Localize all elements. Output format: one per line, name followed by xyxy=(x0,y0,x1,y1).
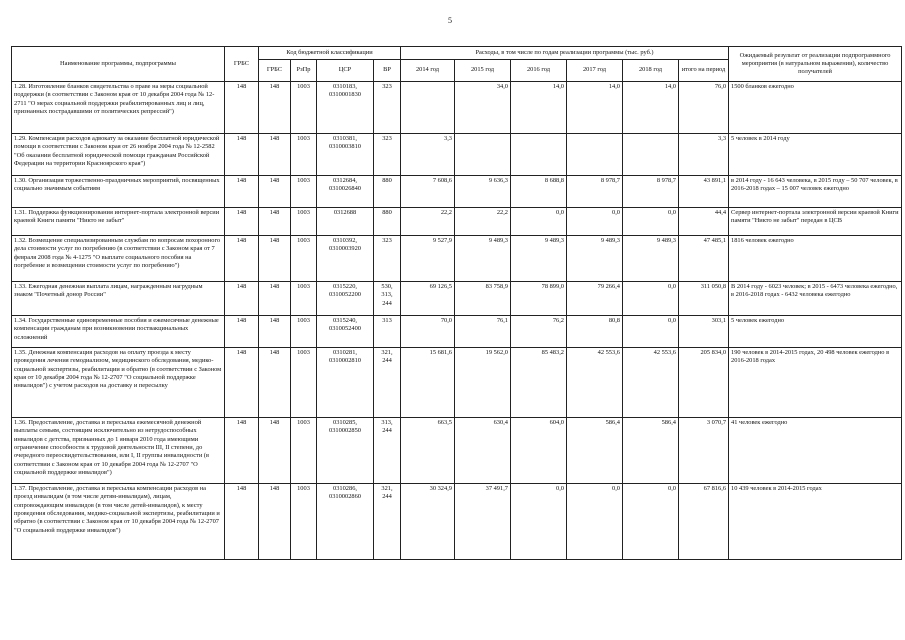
subheader: итого на период xyxy=(679,60,729,82)
cell-total: 43 891,1 xyxy=(679,176,729,208)
program-table xyxy=(11,46,902,560)
cell-grbs: 148 xyxy=(225,316,259,348)
cell-grbs: 148 xyxy=(225,348,259,418)
cell-y2015: 19 562,0 xyxy=(455,348,511,418)
cell-y2017: 8 978,7 xyxy=(567,176,623,208)
cell-grbs2: 148 xyxy=(259,418,291,484)
header-grbs: ГРБС xyxy=(225,47,259,82)
cell-result: в 2014 году - 16 643 человека, в 2015 году – 50 707 человек, в 2016-2018 годах – 15 007 человек ежегодно xyxy=(729,176,902,208)
cell-rzpr: 1003 xyxy=(291,282,317,316)
cell-y2017: 0,0 xyxy=(567,484,623,560)
table-row xyxy=(12,418,902,484)
cell-total: 205 834,0 xyxy=(679,348,729,418)
cell-y2015: 630,4 xyxy=(455,418,511,484)
cell-y2017: 80,8 xyxy=(567,316,623,348)
header-kbk: Код бюджетной классификации xyxy=(259,47,401,60)
cell-vr: 323 xyxy=(374,82,401,134)
cell-name: 1.28. Изготовление бланков свидетельства о праве на меры социальной поддержки (в соответствии с Законом края от 10 декабря 2004 года № 12-2711 "О мерах социальной поддержки реабилитированных лиц и лиц, признанных пострадавшими от политических репрессий") xyxy=(12,82,225,134)
cell-rzpr: 1003 xyxy=(291,348,317,418)
cell-total: 76,0 xyxy=(679,82,729,134)
cell-name: 1.36. Предоставление, доставка и пересылка ежемесячной денежной выплаты семьям, состоящим исключительно из нетрудоспособных инвалидов с детства, признанных до 1 января 2010 года имеющими ограничение способности к трудовой деятельности III, II степени, до очередного переосвидетельствования, или I, II группы инвалидности (в соответствии с Законом края от 10 декабря 2004 года № 12-2707 "О социальной поддержке инвалидов") xyxy=(12,418,225,484)
table-row xyxy=(12,236,902,282)
subheader: ВР xyxy=(374,60,401,82)
cell-grbs2: 148 xyxy=(259,348,291,418)
cell-vr: 323 xyxy=(374,134,401,176)
cell-vr: 323 xyxy=(374,236,401,282)
cell-total: 3 070,7 xyxy=(679,418,729,484)
cell-y2016: 0,0 xyxy=(511,208,567,236)
cell-grbs2: 148 xyxy=(259,484,291,560)
cell-y2014: 3,3 xyxy=(401,134,455,176)
cell-csr: 0310281, 0310002810 xyxy=(317,348,374,418)
cell-y2018: 0,0 xyxy=(623,282,679,316)
cell-name: 1.32. Возмещение специализированным службам по вопросам похоронного дела стоимости услуг по погребению (в соответствии с Законом края от 7 февраля 2008 года № 4-1275 "О выплате социального пособия на погребение и возмещении стоимости услуг по погребению") xyxy=(12,236,225,282)
cell-grbs: 148 xyxy=(225,208,259,236)
cell-result: 1816 человек ежегодно xyxy=(729,236,902,282)
cell-rzpr: 1003 xyxy=(291,484,317,560)
cell-csr: 0310286, 0310002860 xyxy=(317,484,374,560)
cell-total: 44,4 xyxy=(679,208,729,236)
cell-y2016: 604,0 xyxy=(511,418,567,484)
cell-total: 303,1 xyxy=(679,316,729,348)
cell-total: 47 485,1 xyxy=(679,236,729,282)
table-row xyxy=(12,176,902,208)
cell-y2017: 9 489,3 xyxy=(567,236,623,282)
subheader: 2016 год xyxy=(511,60,567,82)
cell-y2017: 586,4 xyxy=(567,418,623,484)
cell-rzpr: 1003 xyxy=(291,418,317,484)
cell-y2017: 0,0 xyxy=(567,208,623,236)
subheader: РзПр xyxy=(291,60,317,82)
cell-y2014: 663,5 xyxy=(401,418,455,484)
cell-y2015: 9 636,3 xyxy=(455,176,511,208)
cell-grbs: 148 xyxy=(225,176,259,208)
table-row xyxy=(12,348,902,418)
cell-result: В 2014 году - 6023 человек; в 2015 - 6473 человека ежегодно, в 2016-2018 годах - 6432 человека ежегодно xyxy=(729,282,902,316)
table-row xyxy=(12,316,902,348)
cell-y2018: 14,0 xyxy=(623,82,679,134)
cell-grbs2: 148 xyxy=(259,316,291,348)
subheader: 2014 год xyxy=(401,60,455,82)
cell-csr: 0315220, 0310052200 xyxy=(317,282,374,316)
cell-y2014: 9 527,9 xyxy=(401,236,455,282)
cell-y2018: 586,4 xyxy=(623,418,679,484)
subheader: 2017 год xyxy=(567,60,623,82)
cell-y2018: 0,0 xyxy=(623,316,679,348)
cell-y2014: 7 608,6 xyxy=(401,176,455,208)
cell-y2018: 0,0 xyxy=(623,484,679,560)
cell-grbs2: 148 xyxy=(259,208,291,236)
cell-y2015: 76,1 xyxy=(455,316,511,348)
cell-name: 1.31. Поддержка функционирования интернет-портала электронной версии краевой Книги памяти "Никто не забыт" xyxy=(12,208,225,236)
table-row xyxy=(12,484,902,560)
cell-vr: 321, 244 xyxy=(374,348,401,418)
cell-y2017: 14,0 xyxy=(567,82,623,134)
cell-rzpr: 1003 xyxy=(291,134,317,176)
cell-name: 1.29. Компенсация расходов адвокату за оказание бесплатной юридической помощи в соответствии с Законом края от 26 ноября 2004 года № 12-2582 "Об оказании бесплатной юридической помощи гражданам Российской Федерации на территории Красноярского края") xyxy=(12,134,225,176)
cell-y2018: 0,0 xyxy=(623,208,679,236)
cell-rzpr: 1003 xyxy=(291,236,317,282)
cell-rzpr: 1003 xyxy=(291,176,317,208)
cell-grbs: 148 xyxy=(225,82,259,134)
cell-grbs2: 148 xyxy=(259,176,291,208)
cell-y2014: 30 324,9 xyxy=(401,484,455,560)
cell-y2016: 8 688,8 xyxy=(511,176,567,208)
subheader: 2015 год xyxy=(455,60,511,82)
cell-rzpr: 1003 xyxy=(291,316,317,348)
cell-result: Сервер интернет-портала электронной версии краевой Книги памяти "Никто не забыт" передан в ЦСВ xyxy=(729,208,902,236)
cell-result: 5 человек ежегодно xyxy=(729,316,902,348)
cell-result: 10 439 человек в 2014-2015 годах xyxy=(729,484,902,560)
table-row xyxy=(12,282,902,316)
cell-result: 190 человек в 2014-2015 годах, 20 498 человек ежегодно в 2016-2018 годах xyxy=(729,348,902,418)
cell-csr: 0310285, 0310002850 xyxy=(317,418,374,484)
cell-grbs: 148 xyxy=(225,418,259,484)
cell-csr: 0310392, 0310003920 xyxy=(317,236,374,282)
cell-name: 1.35. Денежная компенсация расходов на оплату проезда к месту проведения лечения гемодиализом, медицинского обследования, медико-социальной экспертизы, реабилитации и обратно (в соответствии с Законом края от 10 декабря 2004 года № 12-2707 "О социальной поддержке инвалидов") с учетом расходов на доставку и пересылку xyxy=(12,348,225,418)
cell-grbs2: 148 xyxy=(259,282,291,316)
cell-name: 1.33. Ежегодная денежная выплата лицам, награжденным нагрудным знаком "Почетный донор России" xyxy=(12,282,225,316)
table-row xyxy=(12,208,902,236)
subheader: 2018 год xyxy=(623,60,679,82)
cell-grbs: 148 xyxy=(225,282,259,316)
header-result: Ожидаемый результат от реализации подпрограммного мероприятия (в натуральном выражении), количество получателей xyxy=(729,47,902,82)
cell-result: 41 человек ежегодно xyxy=(729,418,902,484)
cell-name: 1.37. Предоставление, доставка и пересылка компенсации расходов на проезд инвалидам (в том числе детям-инвалидам), лицам, сопровождающим инвалидов (в том числе детей-инвалидов), к месту проведения обследования, медико-социальной экспертизы, реабилитации и обратно (в соответствии с Законом края от 10 декабря 2004 года № 12-2707 "О социальной поддержке инвалидов") xyxy=(12,484,225,560)
cell-y2015: 22,2 xyxy=(455,208,511,236)
cell-vr: 313 xyxy=(374,316,401,348)
cell-rzpr: 1003 xyxy=(291,208,317,236)
subheader: ЦСР xyxy=(317,60,374,82)
cell-result: 1500 бланков ежегодно xyxy=(729,82,902,134)
cell-y2014: 70,0 xyxy=(401,316,455,348)
header-name: Наименование программы, подпрограммы xyxy=(12,47,225,82)
cell-y2016 xyxy=(511,134,567,176)
table-row xyxy=(12,82,902,134)
cell-result: 5 человек в 2014 году xyxy=(729,134,902,176)
cell-name: 1.30. Организация торжественно-праздничных мероприятий, посвященных социально значимым событиям xyxy=(12,176,225,208)
cell-y2017: 79 266,4 xyxy=(567,282,623,316)
header-expenses: Расходы, в том числе по годам реализации программы (тыс. руб.) xyxy=(401,47,729,60)
page-number: 5 xyxy=(448,16,452,25)
cell-y2016: 78 899,0 xyxy=(511,282,567,316)
cell-y2015: 9 489,3 xyxy=(455,236,511,282)
cell-csr: 0310183, 0310001830 xyxy=(317,82,374,134)
cell-y2018: 42 553,6 xyxy=(623,348,679,418)
cell-y2016: 0,0 xyxy=(511,484,567,560)
cell-y2014 xyxy=(401,82,455,134)
cell-y2014: 15 681,6 xyxy=(401,348,455,418)
cell-csr: 0315240, 0310052400 xyxy=(317,316,374,348)
cell-y2016: 76,2 xyxy=(511,316,567,348)
cell-y2015: 34,0 xyxy=(455,82,511,134)
cell-grbs: 148 xyxy=(225,484,259,560)
cell-rzpr: 1003 xyxy=(291,82,317,134)
cell-y2015: 83 758,9 xyxy=(455,282,511,316)
cell-grbs2: 148 xyxy=(259,82,291,134)
cell-vr: 880 xyxy=(374,208,401,236)
cell-y2017: 42 553,6 xyxy=(567,348,623,418)
table-row xyxy=(12,134,902,176)
cell-name: 1.34. Государственные единовременные пособия и ежемесячные денежные компенсации гражданам при возникновении поствакцинальных осложнений xyxy=(12,316,225,348)
cell-grbs: 148 xyxy=(225,236,259,282)
cell-y2016: 85 483,2 xyxy=(511,348,567,418)
cell-vr: 530, 313, 244 xyxy=(374,282,401,316)
cell-total: 67 816,6 xyxy=(679,484,729,560)
cell-y2017 xyxy=(567,134,623,176)
cell-grbs: 148 xyxy=(225,134,259,176)
cell-grbs2: 148 xyxy=(259,236,291,282)
cell-y2014: 69 126,5 xyxy=(401,282,455,316)
cell-y2016: 14,0 xyxy=(511,82,567,134)
cell-y2018: 8 978,7 xyxy=(623,176,679,208)
cell-csr: 0312684, 0310026840 xyxy=(317,176,374,208)
cell-y2015 xyxy=(455,134,511,176)
cell-vr: 880 xyxy=(374,176,401,208)
cell-csr: 0310381, 0310003810 xyxy=(317,134,374,176)
cell-y2014: 22,2 xyxy=(401,208,455,236)
cell-y2018 xyxy=(623,134,679,176)
cell-total: 3,3 xyxy=(679,134,729,176)
cell-y2015: 37 491,7 xyxy=(455,484,511,560)
cell-total: 311 050,8 xyxy=(679,282,729,316)
cell-y2018: 9 489,3 xyxy=(623,236,679,282)
cell-vr: 313, 244 xyxy=(374,418,401,484)
cell-grbs2: 148 xyxy=(259,134,291,176)
cell-y2016: 9 489,3 xyxy=(511,236,567,282)
cell-vr: 321, 244 xyxy=(374,484,401,560)
subheader: ГРБС xyxy=(259,60,291,82)
cell-csr: 0312688 xyxy=(317,208,374,236)
